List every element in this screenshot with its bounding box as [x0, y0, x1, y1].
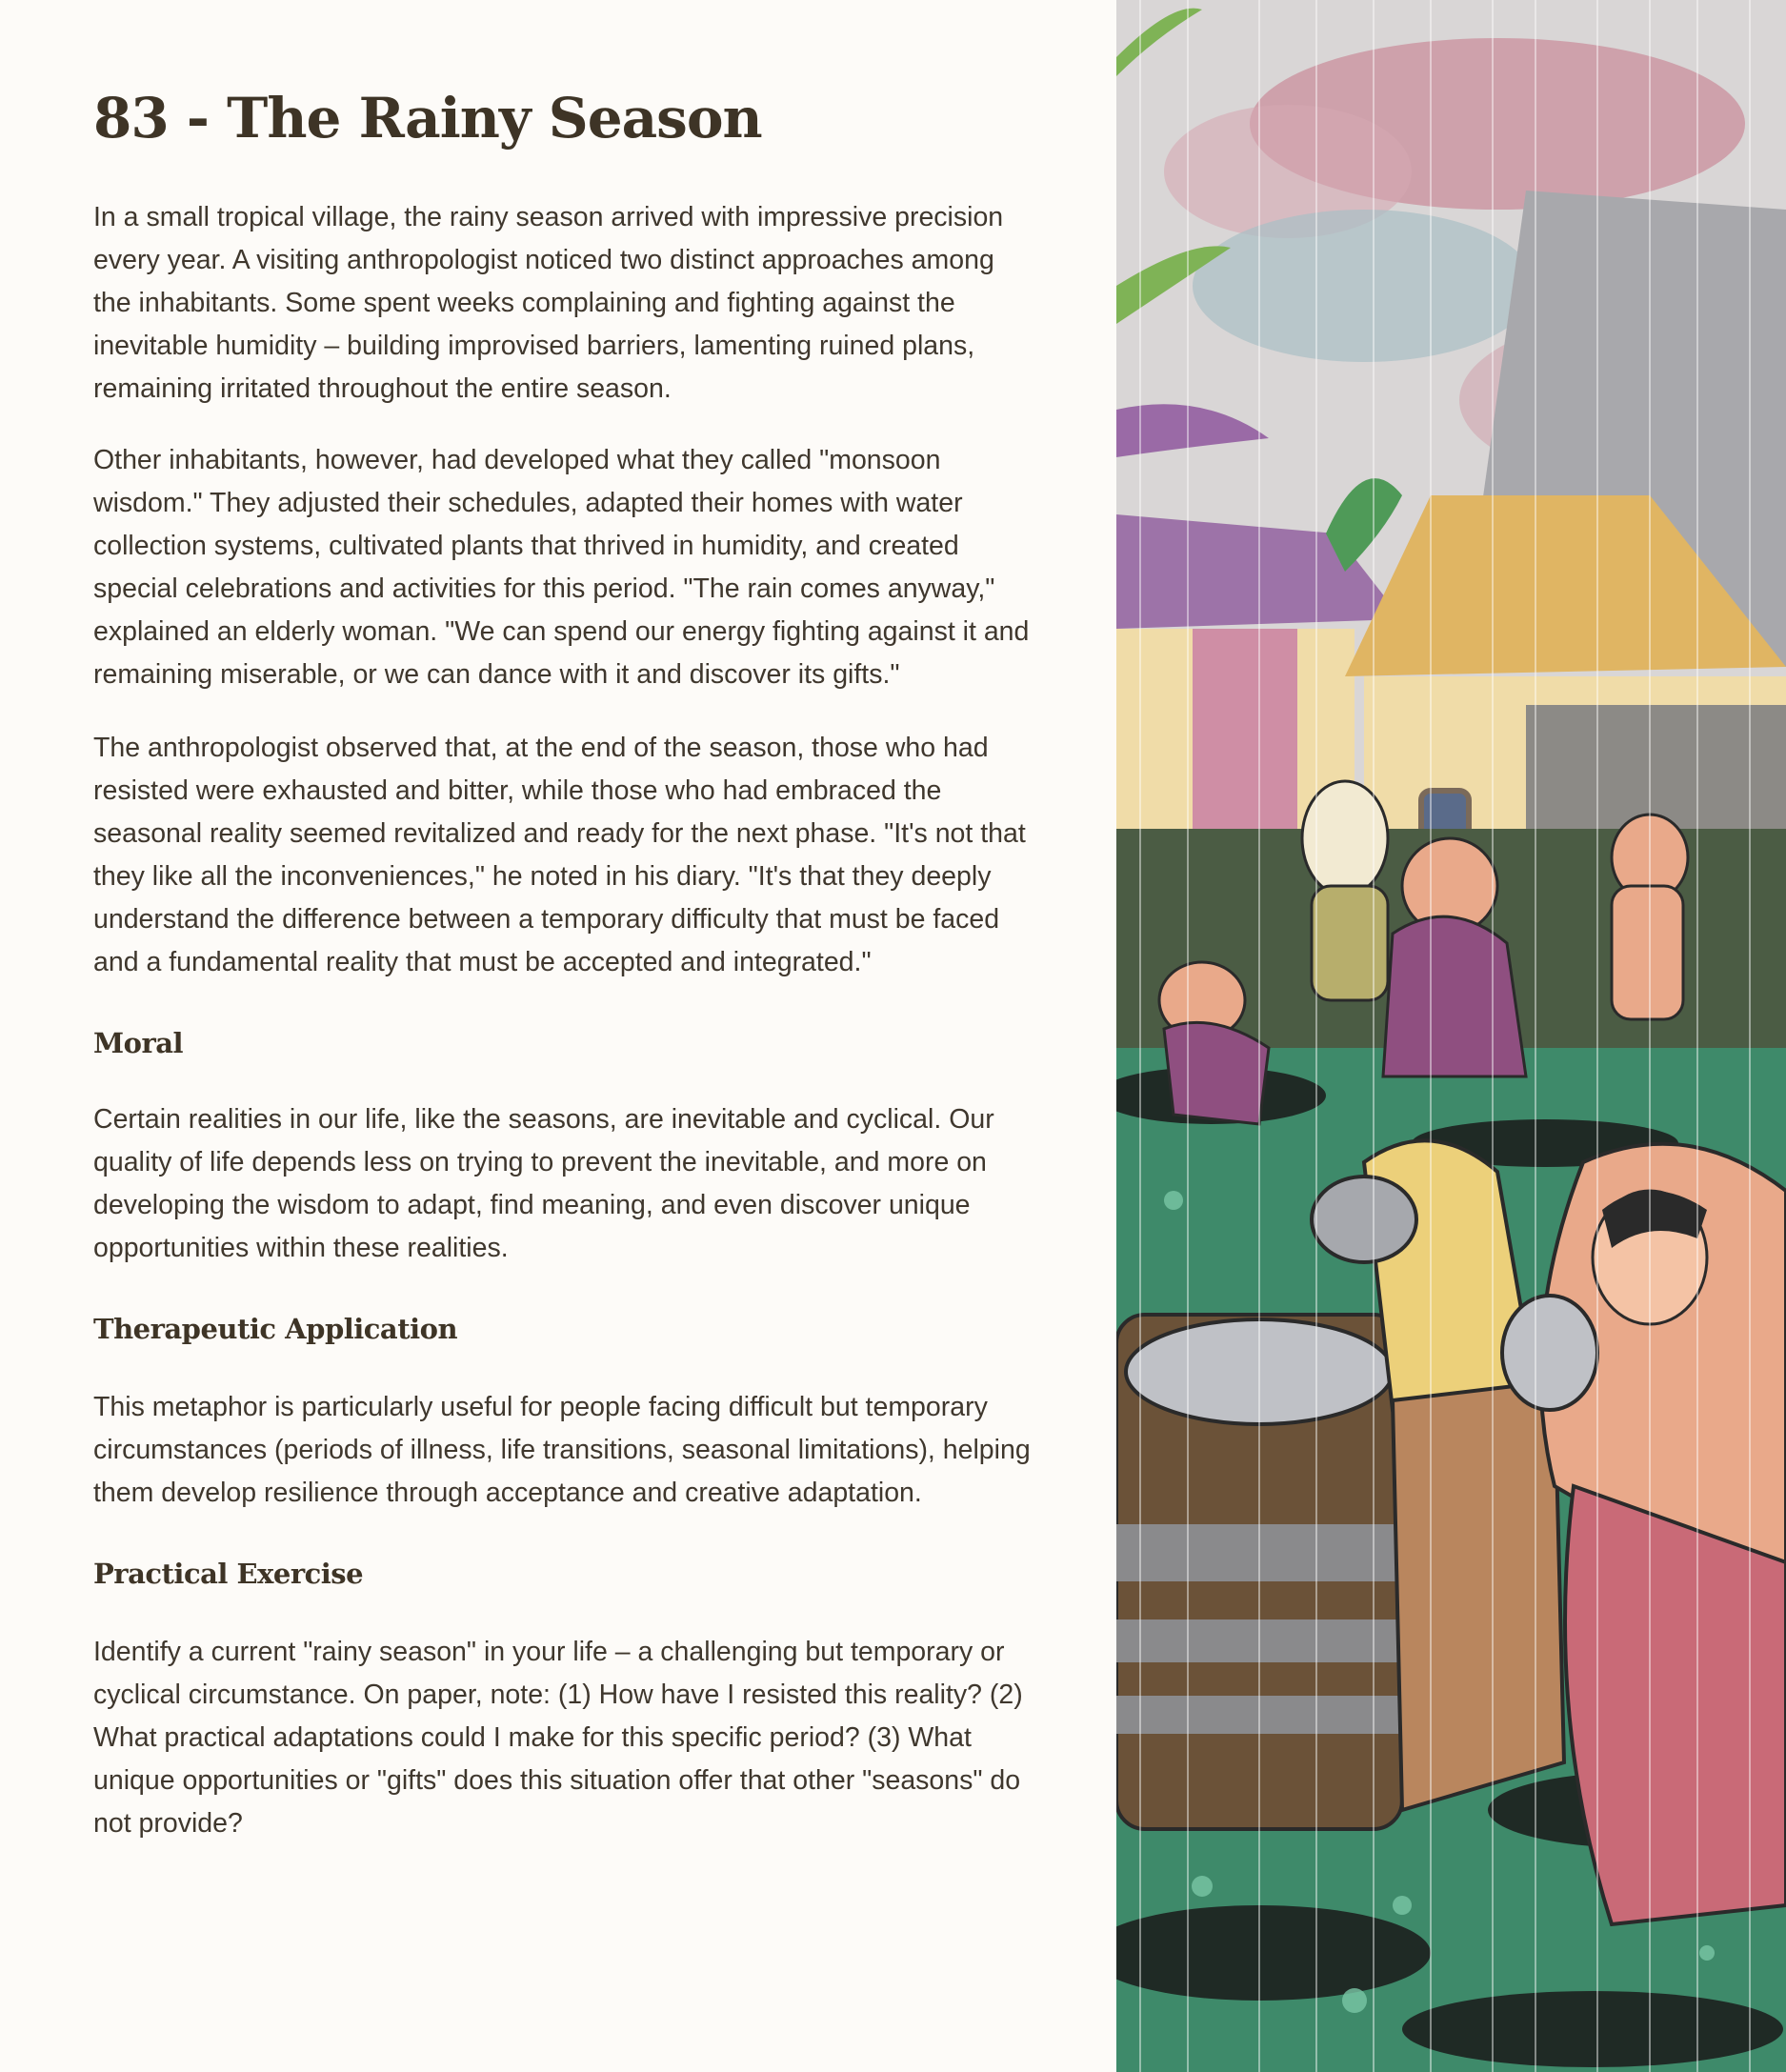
story-paragraph-3: The anthropologist observed that, at the end of the season, those who had resisted were exhausted and bitter, while those who had embraced the seasonal reality seemed revitalized and ready for the next phase. "It's not that they like all the inconveniences," he noted in his diary. "It's that they deeply understand the difference between a temporary difficulty that must be faced and a fundamental reality that must be accepted and integrated.": [93, 733, 1026, 977]
therapeutic-text: This metaphor is particularly useful for people facing difficult but temporary circumstances (periods of illness, life transitions, seasonal limitations), helping them develop resilience through acceptance and creative adaptation.: [93, 1392, 1031, 1508]
moral-text: Certain realities in our life, like the seasons, are inevitable and cyclical. Our quality of life depends less on trying to prevent the inevitable, and more on developing the wisdom to adapt, find meaning, and even discover unique opportunities within these realities.: [93, 1104, 994, 1263]
exercise-heading: Practical Exercise: [93, 1558, 364, 1590]
therapeutic-heading: Therapeutic Application: [93, 1313, 458, 1345]
rainy-village-illustration: [1116, 0, 1786, 2072]
page-title: 83 - The Rainy Season: [93, 86, 762, 151]
moral-heading: Moral: [93, 1027, 184, 1059]
story-paragraph-2: Other inhabitants, however, had developed what they called "monsoon wisdom." They adjusted their schedules, adapted their homes with water collection systems, cultivated plants that thrived in humidity, and created special celebrations and activities for this period. "The rain comes anyway," explained an elderly woman. "We can spend our energy fighting against it and remaining miserable, or we can dance with it and discover its gifts.": [93, 445, 1030, 690]
exercise-text: Identify a current "rainy season" in your life – a challenging but temporary or cyclical circumstance. On paper, note: (1) How have I resisted this reality? (2) What practical adaptations could I make for this specific period? (3) What unique opportunities or "gifts" does this situation offer that other "seasons" do not provide?: [93, 1637, 1023, 1839]
story-paragraph-1: In a small tropical village, the rainy season arrived with impressive precision every year. A visiting anthropologist noticed two distinct approaches among the inhabitants. Some spent weeks complaining and fighting against the inevitable humidity – building improvised barriers, lamenting ruined plans, remaining irritated throughout the entire season.: [93, 202, 1004, 404]
story-column: [93, 0, 1032, 1845]
